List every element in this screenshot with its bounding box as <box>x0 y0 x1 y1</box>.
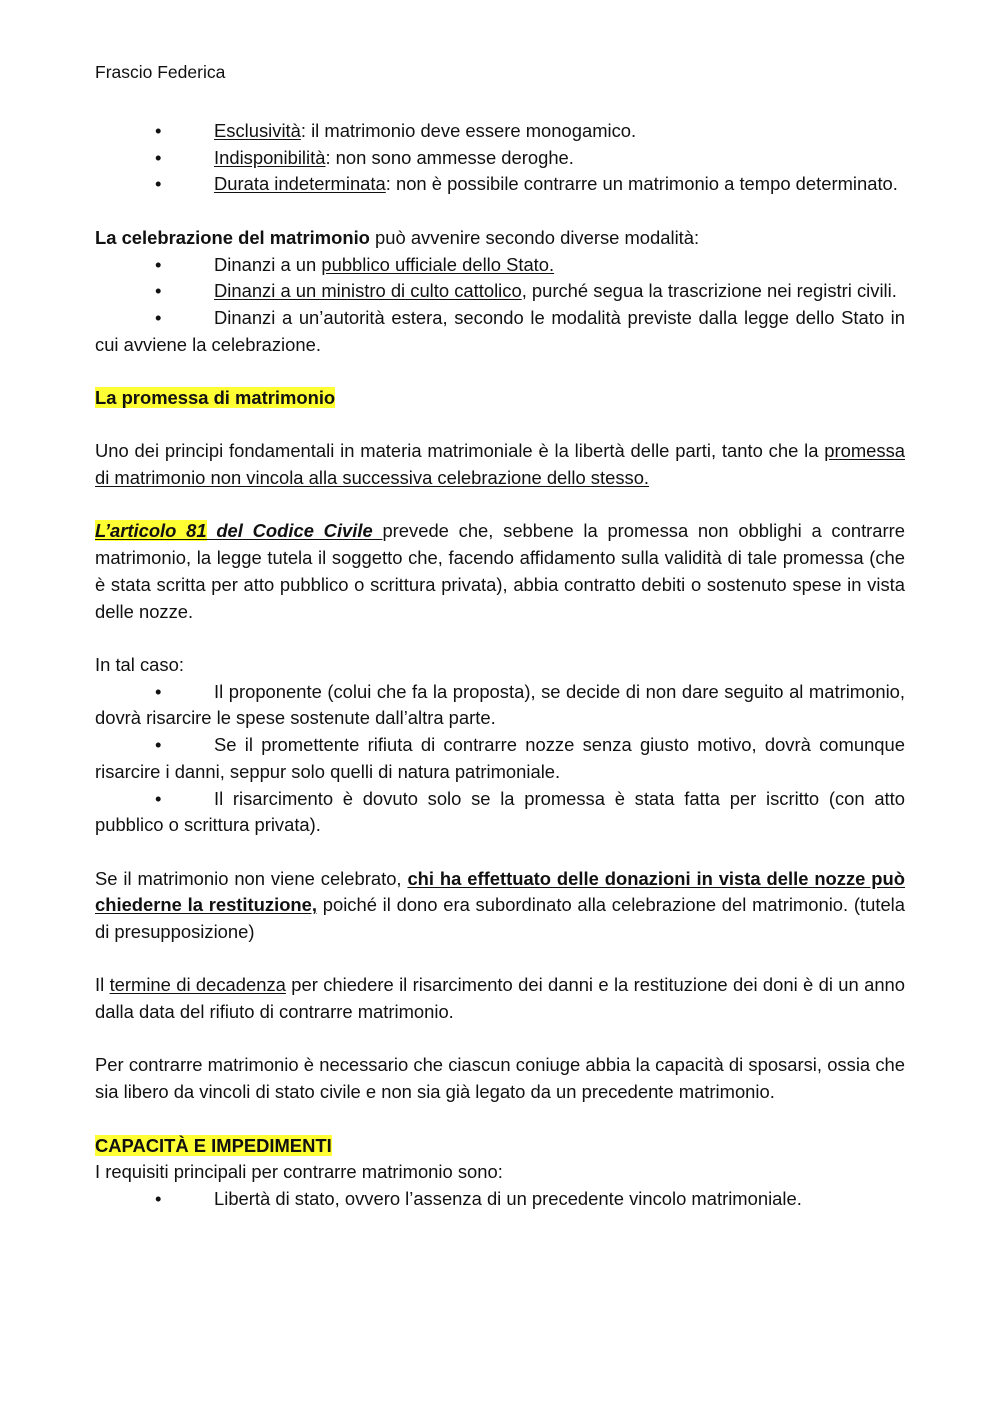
paragraph-text: Il <box>95 974 110 996</box>
paragraph-text: Uno dei principi fondamentali in materia matrimoniale è la libertà delle parti, tanto che la <box>95 440 825 462</box>
item-text: Dinanzi a un <box>214 253 322 275</box>
paragraph-articolo <box>95 518 905 625</box>
intro-line: In tal caso: <box>95 653 184 675</box>
list-item <box>95 679 905 732</box>
paragraph-capacita: Per contrarre matrimonio è necessario che ciascun coniuge abbia la capacità di sposarsi, ossia che sia libero da vincoli di stato civile e non sia già legato da un precedente matrimonio. <box>95 1054 905 1103</box>
item-text: Dinanzi a un’autorità estera, secondo le modalità previste dalla legge dello Stato in cui avviene la celebrazione. <box>95 306 905 355</box>
item-text: Libertà di stato, ovvero l’assenza di un precedente vincolo matrimoniale. <box>214 1187 802 1209</box>
item-text: Il proponente (colui che fa la proposta), se decide di non dare seguito al matrimonio, dovrà risarcire le spese sostenute dall’altra parte. <box>95 680 905 729</box>
bold-underlined-text: chi ha effettuato delle donazioni in vista delle nozze può chiederne la restituzione, <box>95 867 906 916</box>
article-code: del Codice Civile <box>206 520 383 542</box>
bold-lead: La celebrazione del matrimonio <box>95 226 370 248</box>
paragraph-text: Se il matrimonio non viene celebrato, <box>95 867 408 889</box>
highlighted-heading: CAPACITÀ E IMPEDIMENTI <box>95 1134 332 1156</box>
term: Durata indeterminata <box>214 173 386 195</box>
celebrazione-intro <box>95 225 905 252</box>
underlined-text: termine di decadenza <box>109 974 286 996</box>
term: Indisponibilità <box>214 146 326 168</box>
item-text: : il matrimonio deve essere monogamico. <box>300 120 637 141</box>
underlined-text: pubblico ufficiale dello Stato. <box>321 253 555 275</box>
bullet: • <box>155 734 162 756</box>
list-item <box>95 145 905 172</box>
article-reference: L’articolo 81 <box>95 520 207 542</box>
paragraph-text: per chiedere il risarcimento dei danni e la restituzione dei doni è di un anno dalla data del rifiuto di contrarre matrimonio. <box>95 974 906 1023</box>
paragraph-text: prevede che, sebbene la promessa non obblighi a contrarre matrimonio, la legge tutela il soggetto che, facendo affidamento sulla validità di tale promessa (che è stata scritta per atto pubblico o scrittura privata), abbia contratto debiti o sostenuto spese in vista delle nozze. <box>95 520 906 622</box>
list-item <box>95 732 905 785</box>
intro-text: può avvenire secondo diverse modalità: <box>369 226 700 248</box>
section-heading-capacita <box>95 1133 905 1160</box>
item-text: Se il promettente rifiuta di contrarre nozze senza giusto motivo, dovrà comunque risarcire i danni, seppur solo quelli di natura patrimoniale. <box>95 734 905 782</box>
item-text: : non sono ammesse deroghe. <box>325 146 574 168</box>
bullet: • <box>155 120 162 141</box>
paragraph-decadenza <box>95 972 905 1025</box>
item-text: : non è possibile contrarre un matrimonio a tempo determinato. <box>385 173 898 195</box>
bullet: • <box>155 1187 162 1209</box>
term: Esclusività <box>214 120 301 141</box>
bullet: • <box>155 280 162 302</box>
list-item <box>95 118 905 145</box>
page-header-author: Frascio Federica <box>95 62 226 82</box>
bullet: • <box>155 306 162 328</box>
item-text: Il risarcimento è dovuto solo se la promessa è stata fatta per iscritto (con atto pubblico o scrittura privata). <box>95 787 905 836</box>
intro-line: I requisiti principali per contrarre matrimonio sono: <box>95 1161 503 1183</box>
bullet: • <box>155 787 162 809</box>
paragraph-donazioni <box>95 866 905 946</box>
item-text: , purché segua la trascrizione nei registri civili. <box>521 280 897 302</box>
bullet: • <box>155 680 162 702</box>
bullet: • <box>155 146 162 168</box>
section-heading-promessa <box>95 385 905 412</box>
paragraph-text: poiché il dono era subordinato alla celebrazione del matrimonio. (tutela di presupposizione) <box>95 894 905 942</box>
underlined-text: Dinanzi a un ministro di culto cattolico <box>214 280 522 302</box>
document-body <box>95 118 905 1213</box>
list-item <box>95 1186 905 1213</box>
list-item <box>95 278 905 305</box>
paragraph <box>95 438 905 491</box>
list-item <box>95 171 905 198</box>
highlighted-heading: La promessa di matrimonio <box>95 387 336 408</box>
bullet: • <box>155 173 162 195</box>
underlined-text: promessa di matrimonio non vincola alla successiva celebrazione dello stesso. <box>95 440 905 489</box>
list-item <box>95 786 905 839</box>
list-item <box>95 252 905 279</box>
bullet: • <box>155 253 162 275</box>
list-item <box>95 305 905 358</box>
